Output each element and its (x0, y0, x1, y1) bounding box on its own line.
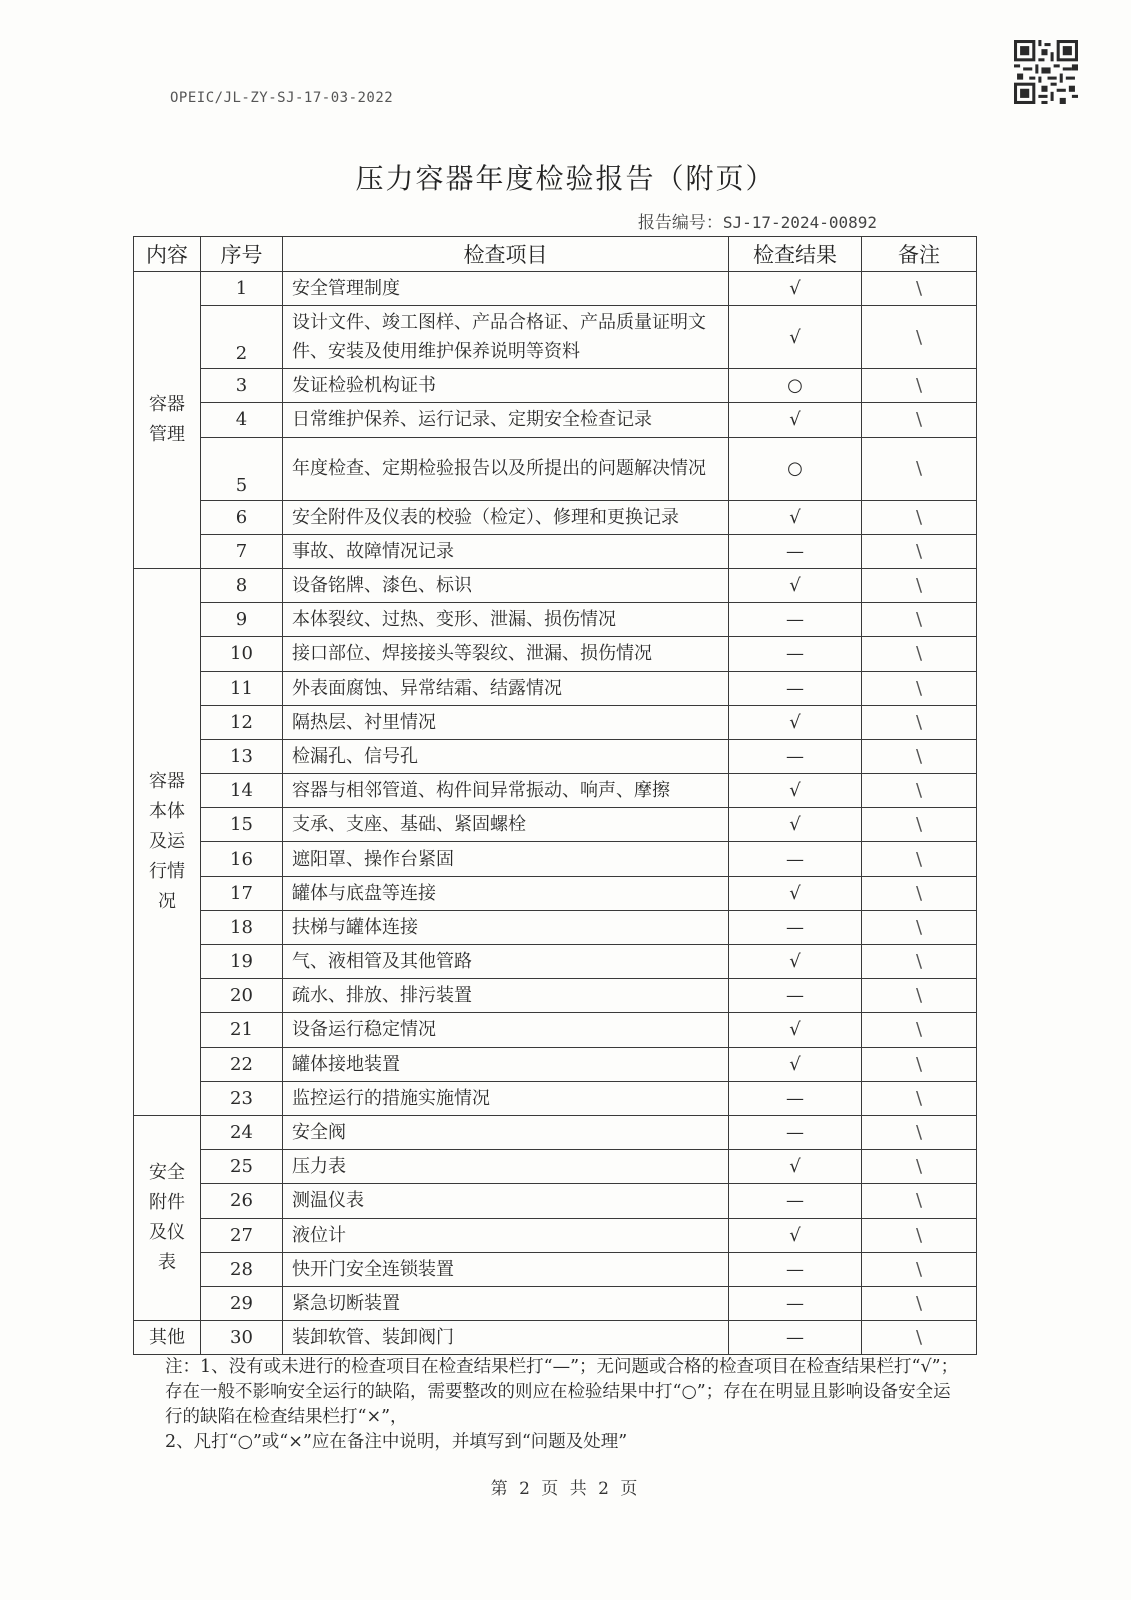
category-cell (134, 568, 201, 1115)
seq-cell: 19 (201, 945, 283, 979)
category-cell (134, 1321, 201, 1355)
item-cell: 事故、故障情况记录 (283, 534, 729, 568)
result-cell: √ (729, 1047, 862, 1081)
result-cell: — (729, 1184, 862, 1218)
remark-cell: \ (862, 1218, 977, 1252)
remark-cell: \ (862, 1115, 977, 1149)
item-cell: 安全阀 (283, 1115, 729, 1149)
result-cell: — (729, 637, 862, 671)
table-row (134, 705, 977, 739)
seq-cell: 30 (201, 1321, 283, 1355)
item-cell: 扶梯与罐体连接 (283, 910, 729, 944)
result-cell: — (729, 671, 862, 705)
header-content: 内容 (134, 237, 201, 272)
item-cell: 接口部位、焊接接头等裂纹、泄漏、损伤情况 (283, 637, 729, 671)
table-row (134, 637, 977, 671)
result-cell: √ (729, 568, 862, 602)
table-row (134, 1252, 977, 1286)
note-2: 2、凡打“○”或“×”应在备注中说明，并填写到“问题及处理” (165, 1432, 628, 1452)
result-cell: — (729, 739, 862, 773)
item-cell: 检漏孔、信号孔 (283, 739, 729, 773)
item-cell: 测温仪表 (283, 1184, 729, 1218)
result-cell: — (729, 534, 862, 568)
remark-cell: \ (862, 568, 977, 602)
seq-cell: 5 (201, 437, 283, 500)
item-cell: 本体裂纹、过热、变形、泄漏、损伤情况 (283, 603, 729, 637)
result-cell: √ (729, 808, 862, 842)
table-row (134, 603, 977, 637)
seq-cell: 16 (201, 842, 283, 876)
remark-cell: \ (862, 739, 977, 773)
inspection-table (133, 236, 977, 1355)
table-row (134, 1150, 977, 1184)
seq-cell: 6 (201, 500, 283, 534)
item-cell: 紧急切断装置 (283, 1286, 729, 1320)
item-cell: 罐体与底盘等连接 (283, 876, 729, 910)
result-cell: √ (729, 272, 862, 306)
item-cell: 设备铭牌、漆色、标识 (283, 568, 729, 602)
seq-cell: 8 (201, 568, 283, 602)
remark-cell: \ (862, 603, 977, 637)
report-number-value: SJ-17-2024-00892 (722, 213, 877, 232)
result-cell: √ (729, 876, 862, 910)
item-cell: 气、液相管及其他管路 (283, 945, 729, 979)
seq-cell: 2 (201, 306, 283, 369)
table-row (134, 1184, 977, 1218)
result-cell: — (729, 1115, 862, 1149)
item-cell: 设计文件、竣工图样、产品合格证、产品质量证明文件、安装及使用维护保养说明等资料 (283, 306, 729, 369)
item-cell: 日常维护保养、运行记录、定期安全检查记录 (283, 403, 729, 437)
result-cell: √ (729, 1218, 862, 1252)
item-cell: 容器与相邻管道、构件间异常振动、响声、摩擦 (283, 774, 729, 808)
table-row (134, 1321, 977, 1355)
remark-cell: \ (862, 1013, 977, 1047)
remark-cell: \ (862, 1184, 977, 1218)
table-row (134, 534, 977, 568)
item-cell: 支承、支座、基础、紧固螺栓 (283, 808, 729, 842)
remark-cell: \ (862, 808, 977, 842)
header-remark: 备注 (862, 237, 977, 272)
notes (165, 1355, 965, 1455)
remark-cell: \ (862, 1081, 977, 1115)
remark-cell: \ (862, 910, 977, 944)
seq-cell: 9 (201, 603, 283, 637)
table-row (134, 1081, 977, 1115)
seq-cell: 23 (201, 1081, 283, 1115)
seq-cell: 12 (201, 705, 283, 739)
remark-cell: \ (862, 637, 977, 671)
table-row (134, 568, 977, 602)
remark-cell: \ (862, 403, 977, 437)
item-cell: 设备运行稳定情况 (283, 1013, 729, 1047)
table-row (134, 403, 977, 437)
item-cell: 监控运行的措施实施情况 (283, 1081, 729, 1115)
header-result: 检查结果 (729, 237, 862, 272)
remark-cell: \ (862, 1150, 977, 1184)
item-cell: 安全附件及仪表的校验（检定）、修理和更换记录 (283, 500, 729, 534)
result-cell: — (729, 842, 862, 876)
table-row (134, 910, 977, 944)
item-cell: 装卸软管、装卸阀门 (283, 1321, 729, 1355)
item-cell: 隔热层、衬里情况 (283, 705, 729, 739)
result-cell: √ (729, 403, 862, 437)
table-row (134, 739, 977, 773)
table-row (134, 1047, 977, 1081)
result-cell: — (729, 1286, 862, 1320)
seq-cell: 20 (201, 979, 283, 1013)
remark-cell: \ (862, 500, 977, 534)
result-cell: — (729, 603, 862, 637)
result-cell: √ (729, 945, 862, 979)
category-cell (134, 1115, 201, 1320)
document-code: OPEIC/JL-ZY-SJ-17-03-2022 (170, 90, 394, 106)
table-row (134, 1286, 977, 1320)
remark-cell: \ (862, 876, 977, 910)
remark-cell: \ (862, 437, 977, 500)
table-body (134, 272, 977, 1355)
remark-cell: \ (862, 306, 977, 369)
remark-cell: \ (862, 1321, 977, 1355)
table-row (134, 979, 977, 1013)
seq-cell: 27 (201, 1218, 283, 1252)
remark-cell: \ (862, 1286, 977, 1320)
table-row (134, 1218, 977, 1252)
seq-cell: 7 (201, 534, 283, 568)
remark-cell: \ (862, 945, 977, 979)
seq-cell: 29 (201, 1286, 283, 1320)
seq-cell: 10 (201, 637, 283, 671)
table-row (134, 1013, 977, 1047)
item-cell: 年度检查、定期检验报告以及所提出的问题解决情况 (283, 437, 729, 500)
seq-cell: 4 (201, 403, 283, 437)
seq-cell: 21 (201, 1013, 283, 1047)
item-cell: 疏水、排放、排污装置 (283, 979, 729, 1013)
seq-cell: 13 (201, 739, 283, 773)
item-cell: 压力表 (283, 1150, 729, 1184)
result-cell: √ (729, 306, 862, 369)
header-seq: 序号 (201, 237, 283, 272)
category-label: 安全附件及仪表 (148, 1162, 185, 1273)
qr-code-icon (1014, 40, 1078, 104)
seq-cell: 17 (201, 876, 283, 910)
table-row (134, 500, 977, 534)
seq-cell: 22 (201, 1047, 283, 1081)
item-cell: 遮阳罩、操作台紧固 (283, 842, 729, 876)
seq-cell: 14 (201, 774, 283, 808)
item-cell: 液位计 (283, 1218, 729, 1252)
result-cell: ○ (729, 437, 862, 500)
remark-cell: \ (862, 1047, 977, 1081)
table-row (134, 842, 977, 876)
seq-cell: 3 (201, 369, 283, 403)
table-row (134, 774, 977, 808)
table-row (134, 437, 977, 500)
remark-cell: \ (862, 774, 977, 808)
result-cell: √ (729, 774, 862, 808)
category-label: 其他 (148, 1326, 185, 1348)
seq-cell: 1 (201, 272, 283, 306)
remark-cell: \ (862, 671, 977, 705)
seq-cell: 28 (201, 1252, 283, 1286)
table-row (134, 369, 977, 403)
table-row (134, 671, 977, 705)
table-row (134, 945, 977, 979)
header-item: 检查项目 (283, 237, 729, 272)
result-cell: — (729, 910, 862, 944)
result-cell: √ (729, 1150, 862, 1184)
result-cell: ○ (729, 369, 862, 403)
seq-cell: 15 (201, 808, 283, 842)
result-cell: √ (729, 1013, 862, 1047)
table-row (134, 272, 977, 306)
item-cell: 发证检验机构证书 (283, 369, 729, 403)
item-cell: 外表面腐蚀、异常结霜、结露情况 (283, 671, 729, 705)
item-cell: 快开门安全连锁装置 (283, 1252, 729, 1286)
report-number-label: 报告编号： (637, 213, 723, 233)
result-cell: — (729, 979, 862, 1013)
result-cell: — (729, 1081, 862, 1115)
report-number (638, 208, 877, 233)
seq-cell: 18 (201, 910, 283, 944)
page-number: 第 2 页 共 2 页 (490, 1479, 641, 1499)
table-row (134, 876, 977, 910)
remark-cell: \ (862, 1252, 977, 1286)
seq-cell: 11 (201, 671, 283, 705)
result-cell: √ (729, 500, 862, 534)
result-cell: √ (729, 705, 862, 739)
table-row (134, 808, 977, 842)
item-cell: 安全管理制度 (283, 272, 729, 306)
table-row (134, 306, 977, 369)
category-label: 容器本体及运行情况 (148, 770, 185, 912)
seq-cell: 24 (201, 1115, 283, 1149)
remark-cell: \ (862, 979, 977, 1013)
remark-cell: \ (862, 705, 977, 739)
result-cell: — (729, 1321, 862, 1355)
result-cell: — (729, 1252, 862, 1286)
remark-cell: \ (862, 842, 977, 876)
seq-cell: 25 (201, 1150, 283, 1184)
note-1: 注：1、没有或未进行的检查项目在检查结果栏打“—”；无问题或合格的检查项目在检查结果栏打“√”；存在一般不影响安全运行的缺陷，需要整改的则应在检验结果中打“○”；存在在明显且影响设备安全运行的缺陷在检查结果栏打“×”， (165, 1357, 959, 1427)
table-row (134, 1115, 977, 1149)
seq-cell: 26 (201, 1184, 283, 1218)
table-header-row (134, 237, 977, 272)
category-cell (134, 272, 201, 569)
category-label: 容器管理 (148, 393, 185, 445)
page-title: 压力容器年度检验报告（附页） (355, 162, 776, 195)
remark-cell: \ (862, 272, 977, 306)
remark-cell: \ (862, 534, 977, 568)
item-cell: 罐体接地装置 (283, 1047, 729, 1081)
remark-cell: \ (862, 369, 977, 403)
